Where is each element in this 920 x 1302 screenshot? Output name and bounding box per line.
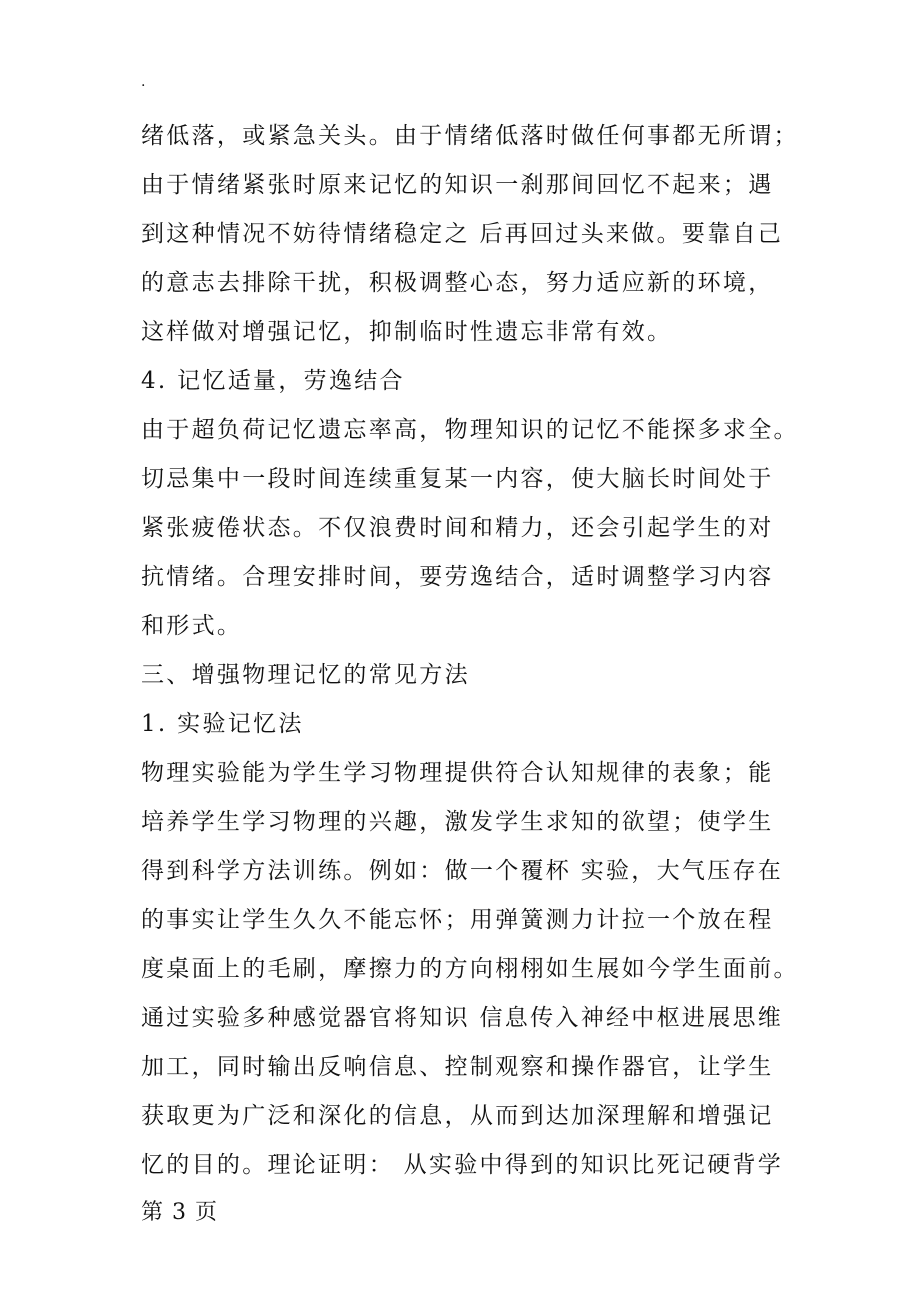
text-line: 抗情绪。合理安排时间，要劳逸结合，适时调整学习内容 bbox=[141, 564, 774, 590]
section-heading: 1. 实验记忆法 bbox=[141, 711, 304, 737]
text-line: 由于超负荷记忆遗忘率高，物理知识的记忆不能探多求全。 bbox=[141, 417, 799, 443]
text-line: 获取更为广泛和深化的信息，从而到达加深理解和增强记 bbox=[141, 1103, 774, 1129]
text-line: 和形式。 bbox=[141, 613, 243, 639]
text-line: 绪低落，或紧急关头。由于情绪低落时做任何事都无所谓； bbox=[141, 123, 799, 149]
page-footer bbox=[141, 1198, 226, 1228]
text-line: 的意志去排除干扰，积极调整心态，努力适应新的环境， bbox=[141, 270, 774, 296]
text-line: 这样做对增强记忆，抑制临时性遗忘非常有效。 bbox=[141, 319, 673, 345]
text-line: 得到科学方法训练。例如：做一个覆杯 实验，大气压存在 bbox=[141, 858, 784, 884]
text-line: 度桌面上的毛刷，摩擦力的方向栩栩如生展如今学生面前。 bbox=[141, 956, 799, 982]
header-mark: . bbox=[141, 74, 146, 90]
text-line: 通过实验多种感觉器官将知识 信息传入神经中枢进展思维 bbox=[141, 1005, 784, 1031]
text-line: 到这种情况不妨待情绪稳定之 后再回过头来做。要靠自己 bbox=[141, 221, 784, 247]
text-line: 由于情绪紧张时原来记忆的知识一刹那间回忆不起来；遇 bbox=[141, 172, 774, 198]
page-label-prefix: 第 bbox=[141, 1200, 165, 1225]
text-line: 加工，同时输出反响信息、控制观察和操作器官，让学生 bbox=[141, 1054, 774, 1080]
chapter-heading: 三、增强物理记忆的常见方法 bbox=[141, 662, 470, 688]
section-heading: 4. 记忆适量，劳逸结合 bbox=[141, 368, 405, 394]
text-line: 培养学生学习物理的兴趣，激发学生求知的欲望；使学生 bbox=[141, 809, 774, 835]
page-label-suffix: 页 bbox=[195, 1200, 219, 1225]
body-text bbox=[141, 112, 799, 1190]
text-line: 物理实验能为学生学习物理提供符合认知规律的表象；能 bbox=[141, 760, 774, 786]
text-line: 忆的目的。理论证明： 从实验中得到的知识比死记硬背学 bbox=[141, 1152, 784, 1178]
page-number: 3 bbox=[172, 1200, 188, 1225]
text-line: 紧张疲倦状态。不仅浪费时间和精力，还会引起学生的对 bbox=[141, 515, 774, 541]
text-line: 的事实让学生久久不能忘怀；用弹簧测力计拉一个放在程 bbox=[141, 907, 774, 933]
text-line: 切忌集中一段时间连续重复某一内容，使大脑长时间处于 bbox=[141, 466, 774, 492]
